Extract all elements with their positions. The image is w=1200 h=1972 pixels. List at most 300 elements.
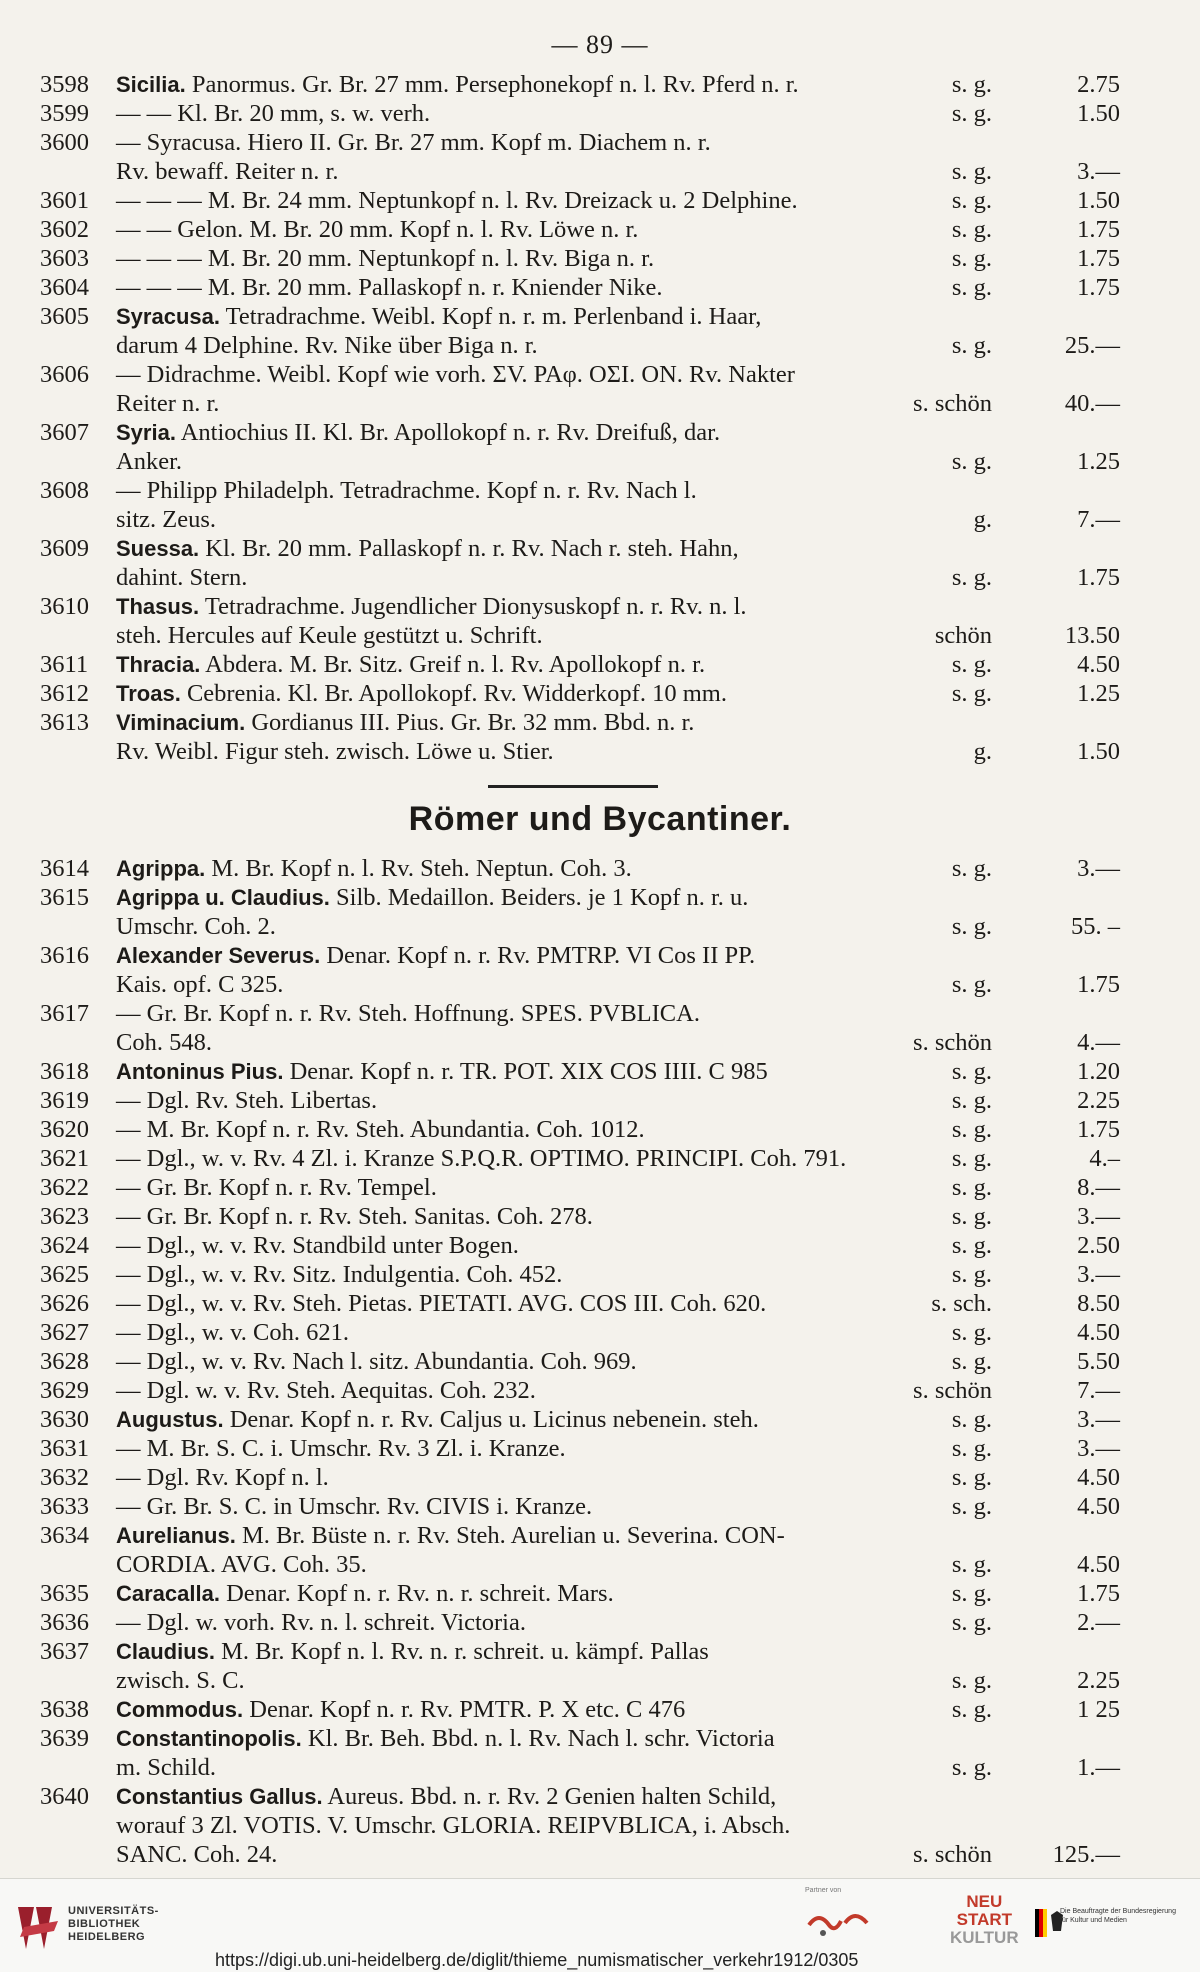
lot-grade: s. g. bbox=[951, 1058, 992, 1085]
lot-number: 3605 bbox=[40, 303, 89, 330]
lot-price: 1.50 bbox=[1077, 187, 1120, 214]
library-name-line1: UNIVERSITÄTS- bbox=[68, 1905, 159, 1917]
lot-line bbox=[40, 883, 1120, 912]
lot-price: 8.— bbox=[1077, 1174, 1120, 1201]
lot-heading: Antoninus Pius. bbox=[116, 1059, 284, 1084]
lot-line bbox=[40, 1405, 1120, 1434]
lot-number: 3634 bbox=[40, 1522, 89, 1549]
lot-number: 3608 bbox=[40, 477, 89, 504]
lot-price: 3.— bbox=[1077, 855, 1120, 882]
lot-grade: s. schön bbox=[913, 1841, 992, 1868]
lot-line bbox=[40, 418, 1120, 447]
lot-entry bbox=[40, 1492, 1120, 1521]
library-name-line3: HEIDELBERG bbox=[68, 1931, 146, 1943]
lot-price: 4.50 bbox=[1077, 651, 1120, 678]
lot-text: — Dgl., w. v. Rv. Sitz. Indulgentia. Coh. 452. bbox=[116, 1261, 563, 1288]
lot-line bbox=[40, 1173, 1120, 1202]
lot-grade: s. g. bbox=[951, 855, 992, 882]
lot-line bbox=[40, 1666, 1120, 1695]
lot-text: — Dgl., w. v. Coh. 621. bbox=[116, 1319, 349, 1346]
lot-grade: s. schön bbox=[913, 1029, 992, 1056]
lot-line bbox=[40, 1260, 1120, 1289]
lot-grade: s. g. bbox=[951, 1116, 992, 1143]
section-title: Römer und Bycantiner. bbox=[408, 800, 792, 838]
lot-line bbox=[40, 1782, 1120, 1811]
lot-line bbox=[40, 737, 1120, 766]
lot-line bbox=[40, 1724, 1120, 1753]
lot-text: — Dgl. w. v. Rv. Steh. Aequitas. Coh. 232. bbox=[116, 1377, 536, 1404]
lot-text: Tetradrachme. Weibl. Kopf n. r. m. Perlenband i. Haar, bbox=[219, 303, 762, 330]
lot-number: 3628 bbox=[40, 1348, 89, 1375]
lot-line bbox=[40, 970, 1120, 999]
lot-grade: s. g. bbox=[951, 1087, 992, 1114]
lot-number: 3640 bbox=[40, 1783, 89, 1810]
lot-grade: s. g. bbox=[951, 448, 992, 475]
lot-text: Denar. Kopf n. r. Rv. PMTR. P. X etc. C 476 bbox=[243, 1696, 686, 1723]
lot-price: 1.75 bbox=[1077, 564, 1120, 591]
lot-entry bbox=[40, 1695, 1120, 1724]
lot-description bbox=[116, 883, 1120, 912]
lot-description bbox=[116, 534, 1120, 563]
lot-grade: s. g. bbox=[951, 216, 992, 243]
library-name-line2: BIBLIOTHEK bbox=[68, 1918, 141, 1930]
lot-text: — M. Br. S. C. i. Umschr. Rv. 3 Zl. i. Kranze. bbox=[116, 1435, 566, 1462]
lot-price: 1.— bbox=[1077, 1754, 1120, 1781]
lot-description bbox=[116, 302, 1120, 331]
lot-text: — Dgl., w. v. Rv. Standbild unter Bogen. bbox=[116, 1232, 519, 1259]
lot-price: 40.— bbox=[1064, 390, 1120, 417]
lot-entry bbox=[40, 650, 1120, 679]
lot-entry bbox=[40, 99, 1120, 128]
lot-price: 4.— bbox=[1077, 1029, 1120, 1056]
lot-number: 3639 bbox=[40, 1725, 89, 1752]
lot-grade: s. g. bbox=[951, 1348, 992, 1375]
lot-price: 2.75 bbox=[1077, 71, 1120, 98]
lot-heading: Suessa. bbox=[116, 536, 200, 561]
lot-entry bbox=[40, 883, 1120, 941]
lot-number: 3613 bbox=[40, 709, 89, 736]
lot-text: — Dgl., w. v. Rv. 4 Zl. i. Kranze S.P.Q.R. OPTIMO. PRINCIPI. Coh. 791. bbox=[116, 1145, 847, 1172]
lot-grade: s. g. bbox=[951, 1319, 992, 1346]
lot-heading: Caracalla. bbox=[116, 1581, 220, 1606]
lot-entry bbox=[40, 1724, 1120, 1782]
lot-entry bbox=[40, 1463, 1120, 1492]
lot-heading: Alexander Severus. bbox=[116, 943, 321, 968]
lot-text: — Dgl., w. v. Rv. Nach l. sitz. Abundantia. Coh. 969. bbox=[116, 1348, 637, 1375]
lot-text: — — — M. Br. 24 mm. Neptunkopf n. l. Rv. Dreizack u. 2 Delphine. bbox=[116, 187, 798, 214]
lot-entry bbox=[40, 1086, 1120, 1115]
lot-entry bbox=[40, 1347, 1120, 1376]
source-url[interactable]: https://digi.ub.uni-heidelberg.de/diglit/thieme_numismatischer_verkehr1912/0305 bbox=[215, 1950, 859, 1970]
lot-price: 4.50 bbox=[1077, 1551, 1120, 1578]
lot-number: 3621 bbox=[40, 1145, 89, 1172]
lot-text: — — Kl. Br. 20 mm, s. w. verh. bbox=[116, 100, 431, 127]
lot-line bbox=[40, 1115, 1120, 1144]
lot-text: Denar. Kopf n. r. Rv. Caljus u. Licinus nebenein. steh. bbox=[223, 1406, 759, 1433]
lot-price: 3.— bbox=[1077, 1435, 1120, 1462]
lot-entry bbox=[40, 360, 1120, 418]
lot-grade: s. g. bbox=[951, 1435, 992, 1462]
lot-description bbox=[116, 708, 1120, 737]
lot-number: 3620 bbox=[40, 1116, 89, 1143]
lot-text: steh. Hercules auf Keule gestützt u. Schrift. bbox=[116, 622, 543, 649]
lot-text: worauf 3 Zl. VOTIS. V. Umschr. GLORIA. REIPVBLICA, i. Absch. bbox=[116, 1812, 791, 1839]
lot-text: — Gr. Br. Kopf n. r. Rv. Steh. Hoffnung. SPES. PVBLICA. bbox=[116, 1000, 700, 1027]
lot-price: 1.75 bbox=[1077, 274, 1120, 301]
footer-bar bbox=[0, 1878, 1200, 1972]
lot-number: 3599 bbox=[40, 100, 89, 127]
lot-price: 3.— bbox=[1077, 1406, 1120, 1433]
lot-number: 3624 bbox=[40, 1232, 89, 1259]
bkm-label: Die Beauftragte der Bundesregierung für Kultur und Medien bbox=[1060, 1908, 1176, 1924]
lot-entry bbox=[40, 1115, 1120, 1144]
lot-entry bbox=[40, 708, 1120, 766]
lot-text: Tetradrachme. Jugendlicher Dionysuskopf n. r. Rv. n. l. bbox=[199, 593, 747, 620]
lot-grade: s. g. bbox=[951, 913, 992, 940]
lot-entry bbox=[40, 534, 1120, 592]
lot-entry bbox=[40, 128, 1120, 186]
lot-entry bbox=[40, 1318, 1120, 1347]
lot-price: 3.— bbox=[1077, 1261, 1120, 1288]
lot-number: 3615 bbox=[40, 884, 89, 911]
lot-line bbox=[40, 1579, 1120, 1608]
lot-price: 125.— bbox=[1052, 1841, 1120, 1868]
lot-text: Gordianus III. Pius. Gr. Br. 32 mm. Bbd. n. r. bbox=[245, 709, 695, 736]
lot-price: 25.— bbox=[1064, 332, 1120, 359]
lot-line bbox=[40, 70, 1120, 99]
lot-line bbox=[40, 1289, 1120, 1318]
lot-text: Aureus. Bbd. n. r. Rv. 2 Genien halten Schild, bbox=[322, 1783, 777, 1810]
lot-text: Umschr. Coh. 2. bbox=[116, 913, 276, 940]
lot-number: 3619 bbox=[40, 1087, 89, 1114]
lot-heading: Aurelianus. bbox=[116, 1523, 236, 1548]
lot-number: 3625 bbox=[40, 1261, 89, 1288]
lot-price: 2.50 bbox=[1077, 1232, 1120, 1259]
lot-text: Denar. Kopf n. r. Rv. n. r. schreit. Mars. bbox=[219, 1580, 614, 1607]
lot-text: Reiter n. r. bbox=[116, 390, 220, 417]
lot-line bbox=[40, 360, 1120, 389]
lot-text: — M. Br. Kopf n. r. Rv. Steh. Abundantia. Coh. 1012. bbox=[116, 1116, 645, 1143]
lot-list-part2 bbox=[40, 854, 1120, 1869]
lot-entry bbox=[40, 679, 1120, 708]
lot-line bbox=[40, 215, 1120, 244]
lot-price: 1.50 bbox=[1077, 100, 1120, 127]
lot-description bbox=[116, 1782, 1120, 1811]
lot-entry bbox=[40, 1173, 1120, 1202]
lot-heading: Syracusa. bbox=[116, 304, 220, 329]
lot-text: M. Br. Büste n. r. Rv. Steh. Aurelian u. Severina. CON- bbox=[235, 1522, 785, 1549]
lot-text: Silb. Medaillon. Beiders. je 1 Kopf n. r. u. bbox=[329, 884, 749, 911]
lot-line bbox=[40, 1463, 1120, 1492]
lot-description bbox=[116, 737, 1120, 766]
lot-heading: Augustus. bbox=[116, 1407, 224, 1432]
lot-line bbox=[40, 99, 1120, 128]
lot-number: 3622 bbox=[40, 1174, 89, 1201]
lot-line bbox=[40, 1086, 1120, 1115]
lot-price: 7.— bbox=[1077, 1377, 1120, 1404]
lot-grade: s. g. bbox=[951, 1203, 992, 1230]
lot-line bbox=[40, 708, 1120, 737]
lot-line bbox=[40, 679, 1120, 708]
lot-text: — Dgl. w. vorh. Rv. n. l. schreit. Victoria. bbox=[116, 1609, 526, 1636]
lot-grade: s. g. bbox=[951, 71, 992, 98]
lot-line bbox=[40, 157, 1120, 186]
lot-grade: s. g. bbox=[951, 651, 992, 678]
lot-text: Panormus. Gr. Br. 27 mm. Persephonekopf n. l. Rv. Pferd n. r. bbox=[185, 71, 799, 98]
lot-text: — Dgl., w. v. Rv. Steh. Pietas. PIETATI. AVG. COS III. Coh. 620. bbox=[116, 1290, 767, 1317]
lot-text: dahint. Stern. bbox=[116, 564, 248, 591]
lot-number: 3601 bbox=[40, 187, 89, 214]
lot-number: 3614 bbox=[40, 855, 89, 882]
lot-line bbox=[40, 1434, 1120, 1463]
lot-heading: Thasus. bbox=[116, 594, 200, 619]
lot-grade: s. sch. bbox=[931, 1290, 992, 1317]
lot-number: 3638 bbox=[40, 1696, 89, 1723]
lot-grade: s. g. bbox=[951, 971, 992, 998]
lot-text: — — — M. Br. 20 mm. Pallaskopf n. r. Kniender Nike. bbox=[116, 274, 663, 301]
lot-text: — Dgl. Rv. Kopf n. l. bbox=[116, 1464, 329, 1491]
lot-line bbox=[40, 1753, 1120, 1782]
lot-number: 3604 bbox=[40, 274, 89, 301]
lot-price: 2.— bbox=[1077, 1609, 1120, 1636]
lot-line bbox=[40, 331, 1120, 360]
section-divider bbox=[488, 785, 658, 788]
lot-entry bbox=[40, 1231, 1120, 1260]
lot-heading: Troas. bbox=[116, 681, 181, 706]
lot-line bbox=[40, 854, 1120, 883]
lot-grade: s. g. bbox=[951, 1406, 992, 1433]
lot-description bbox=[116, 592, 1120, 621]
lot-line bbox=[40, 1550, 1120, 1579]
lot-text: zwisch. S. C. bbox=[116, 1667, 245, 1694]
lot-price: 1.75 bbox=[1077, 1116, 1120, 1143]
lot-line bbox=[40, 650, 1120, 679]
lot-grade: s. g. bbox=[951, 187, 992, 214]
lot-number: 3636 bbox=[40, 1609, 89, 1636]
lot-text: Antiochius II. Kl. Br. Apollokopf n. r. Rv. Dreifuß, dar. bbox=[175, 419, 721, 446]
lot-entry bbox=[40, 1608, 1120, 1637]
lot-price: 1.75 bbox=[1077, 1580, 1120, 1607]
lot-entry bbox=[40, 215, 1120, 244]
lot-grade: s. g. bbox=[951, 1232, 992, 1259]
lot-number: 3637 bbox=[40, 1638, 89, 1665]
lot-entry bbox=[40, 1289, 1120, 1318]
lot-number: 3602 bbox=[40, 216, 89, 243]
lot-description bbox=[116, 360, 1120, 389]
lot-entry bbox=[40, 999, 1120, 1057]
lot-number: 3600 bbox=[40, 129, 89, 156]
lot-number: 3635 bbox=[40, 1580, 89, 1607]
lot-line bbox=[40, 389, 1120, 418]
lot-price: 1.75 bbox=[1077, 216, 1120, 243]
lot-entry bbox=[40, 1376, 1120, 1405]
lot-heading: Syria. bbox=[116, 420, 176, 445]
lot-price: 4.50 bbox=[1077, 1464, 1120, 1491]
lot-entry bbox=[40, 186, 1120, 215]
lot-grade: s. g. bbox=[951, 1580, 992, 1607]
lot-line bbox=[40, 1318, 1120, 1347]
lot-line bbox=[40, 999, 1120, 1028]
lot-line bbox=[40, 1347, 1120, 1376]
lot-text: M. Br. Kopf n. l. Rv. Steh. Neptun. Coh. 3. bbox=[205, 855, 632, 882]
lot-heading: Constantius Gallus. bbox=[116, 1784, 323, 1809]
library-name bbox=[68, 1905, 159, 1944]
lot-number: 3609 bbox=[40, 535, 89, 562]
lot-line bbox=[40, 1840, 1120, 1869]
lot-entry bbox=[40, 244, 1120, 273]
lot-number: 3626 bbox=[40, 1290, 89, 1317]
lot-text: M. Br. Kopf n. l. Rv. n. r. schreit. u. kämpf. Pallas bbox=[215, 1638, 709, 1665]
lot-price: 1.75 bbox=[1077, 971, 1120, 998]
lot-heading: Commodus. bbox=[116, 1697, 244, 1722]
lot-grade: s. g. bbox=[951, 245, 992, 272]
lot-entry bbox=[40, 1202, 1120, 1231]
lot-grade: s. g. bbox=[951, 1145, 992, 1172]
lot-line bbox=[40, 273, 1120, 302]
lot-line bbox=[40, 1376, 1120, 1405]
lot-line bbox=[40, 592, 1120, 621]
lot-grade: s. g. bbox=[951, 1493, 992, 1520]
lot-grade: s. g. bbox=[951, 100, 992, 127]
lot-description bbox=[116, 1521, 1120, 1550]
lot-line bbox=[40, 941, 1120, 970]
lot-description bbox=[116, 1724, 1120, 1753]
lot-grade: s. g. bbox=[951, 564, 992, 591]
lot-number: 3632 bbox=[40, 1464, 89, 1491]
lot-price: 7.— bbox=[1077, 506, 1120, 533]
lot-description bbox=[116, 1811, 1120, 1840]
lot-price: 8.50 bbox=[1077, 1290, 1120, 1317]
lot-entry bbox=[40, 1405, 1120, 1434]
lot-number: 3630 bbox=[40, 1406, 89, 1433]
lot-heading: Constantinopolis. bbox=[116, 1726, 302, 1751]
lot-heading: Viminacium. bbox=[116, 710, 246, 735]
lot-grade: g. bbox=[973, 506, 992, 533]
lot-text: Kl. Br. 20 mm. Pallaskopf n. r. Rv. Nach r. steh. Hahn, bbox=[199, 535, 739, 562]
lot-heading: Thracia. bbox=[116, 652, 201, 677]
lot-text: — Gr. Br. Kopf n. r. Rv. Steh. Sanitas. Coh. 278. bbox=[116, 1203, 593, 1230]
lot-text: Cebrenia. Kl. Br. Apollokopf. Rv. Widderkopf. 10 mm. bbox=[180, 680, 727, 707]
lot-number: 3633 bbox=[40, 1493, 89, 1520]
lot-line bbox=[40, 534, 1120, 563]
lot-text: — Syracusa. Hiero II. Gr. Br. 27 mm. Kopf m. Diachem n. r. bbox=[116, 129, 711, 156]
lot-line bbox=[40, 1521, 1120, 1550]
lot-text: Coh. 548. bbox=[116, 1029, 212, 1056]
lot-line bbox=[40, 1637, 1120, 1666]
lot-text: CORDIA. AVG. Coh. 35. bbox=[116, 1551, 367, 1578]
lot-heading: Agrippa u. Claudius. bbox=[116, 885, 330, 910]
lot-entry bbox=[40, 1579, 1120, 1608]
lot-price: 1.20 bbox=[1077, 1058, 1120, 1085]
lot-text: — Gr. Br. S. C. in Umschr. Rv. CIVIS i. Kranze. bbox=[116, 1493, 593, 1520]
lot-text: Anker. bbox=[116, 448, 182, 475]
lot-grade: s. g. bbox=[951, 1696, 992, 1723]
lot-price: 1.25 bbox=[1077, 448, 1120, 475]
lot-text: darum 4 Delphine. Rv. Nike über Biga n. r. bbox=[116, 332, 538, 359]
lot-price: 55. – bbox=[1071, 913, 1120, 940]
lot-text: — Philipp Philadelph. Tetradrachme. Kopf n. r. Rv. Nach l. bbox=[116, 477, 697, 504]
neustart-line2: START bbox=[956, 1910, 1013, 1929]
lot-number: 3607 bbox=[40, 419, 89, 446]
lot-entry bbox=[40, 302, 1120, 360]
lot-number: 3629 bbox=[40, 1377, 89, 1404]
lot-number: 3618 bbox=[40, 1058, 89, 1085]
lot-text: Denar. Kopf n. r. TR. POT. XIX COS IIII. C 985 bbox=[283, 1058, 768, 1085]
lot-entry bbox=[40, 273, 1120, 302]
lot-text: Kais. opf. C 325. bbox=[116, 971, 284, 998]
lot-line bbox=[40, 447, 1120, 476]
lot-price: 4.– bbox=[1089, 1145, 1120, 1172]
lot-grade: s. g. bbox=[951, 332, 992, 359]
lot-price: 1.50 bbox=[1077, 738, 1120, 765]
lot-text: m. Schild. bbox=[116, 1754, 217, 1781]
lot-grade: s. g. bbox=[951, 1754, 992, 1781]
lot-entry bbox=[40, 70, 1120, 99]
lot-entry bbox=[40, 941, 1120, 999]
lot-grade: s. g. bbox=[951, 1464, 992, 1491]
lot-entry bbox=[40, 1057, 1120, 1086]
lot-text: Rv. bewaff. Reiter n. r. bbox=[116, 158, 339, 185]
lot-line bbox=[40, 621, 1120, 650]
lot-price: 2.25 bbox=[1077, 1667, 1120, 1694]
lot-text: — Gr. Br. Kopf n. r. Rv. Tempel. bbox=[116, 1174, 437, 1201]
lot-price: 2.25 bbox=[1077, 1087, 1120, 1114]
lot-grade: s. g. bbox=[951, 1609, 992, 1636]
lot-price: 4.50 bbox=[1077, 1493, 1120, 1520]
lot-grade: g. bbox=[973, 738, 992, 765]
lot-number: 3610 bbox=[40, 593, 89, 620]
lot-line bbox=[40, 244, 1120, 273]
lot-entry bbox=[40, 592, 1120, 650]
lot-description bbox=[116, 418, 1120, 447]
lot-text: sitz. Zeus. bbox=[116, 506, 217, 533]
lot-grade: s. g. bbox=[951, 274, 992, 301]
lot-line bbox=[40, 1202, 1120, 1231]
lot-number: 3617 bbox=[40, 1000, 89, 1027]
lot-grade: s. g. bbox=[951, 680, 992, 707]
lot-text: Kl. Br. Beh. Bbd. n. l. Rv. Nach l. schr. Victoria bbox=[301, 1725, 775, 1752]
lot-text: SANC. Coh. 24. bbox=[116, 1841, 278, 1868]
lot-entry bbox=[40, 1521, 1120, 1579]
lot-entry bbox=[40, 854, 1120, 883]
lot-line bbox=[40, 1811, 1120, 1840]
lot-number: 3612 bbox=[40, 680, 89, 707]
lot-line bbox=[40, 1608, 1120, 1637]
lot-description bbox=[116, 941, 1120, 970]
lot-price: 1 25 bbox=[1077, 1696, 1120, 1723]
lot-description bbox=[116, 128, 1120, 157]
lot-price: 1.75 bbox=[1077, 245, 1120, 272]
lot-heading: Claudius. bbox=[116, 1639, 216, 1664]
neustart-line1: NEU bbox=[966, 1892, 1003, 1911]
lot-heading: Sicilia. bbox=[116, 72, 186, 97]
lot-line bbox=[40, 1695, 1120, 1724]
lot-entry bbox=[40, 1782, 1120, 1869]
lot-grade: s. schön bbox=[913, 1377, 992, 1404]
lot-line bbox=[40, 1492, 1120, 1521]
lot-grade: schön bbox=[934, 622, 992, 649]
partner-logo bbox=[805, 1903, 875, 1943]
lot-grade: s. g. bbox=[951, 1667, 992, 1694]
page-number: — 89 — bbox=[551, 30, 649, 59]
lot-description bbox=[116, 1637, 1120, 1666]
lot-entry bbox=[40, 476, 1120, 534]
lot-number: 3598 bbox=[40, 71, 89, 98]
lot-entry bbox=[40, 418, 1120, 476]
lot-line bbox=[40, 476, 1120, 505]
lot-text: — — — M. Br. 20 mm. Neptunkopf n. l. Rv. Biga n. r. bbox=[116, 245, 655, 272]
lot-description bbox=[116, 999, 1120, 1028]
